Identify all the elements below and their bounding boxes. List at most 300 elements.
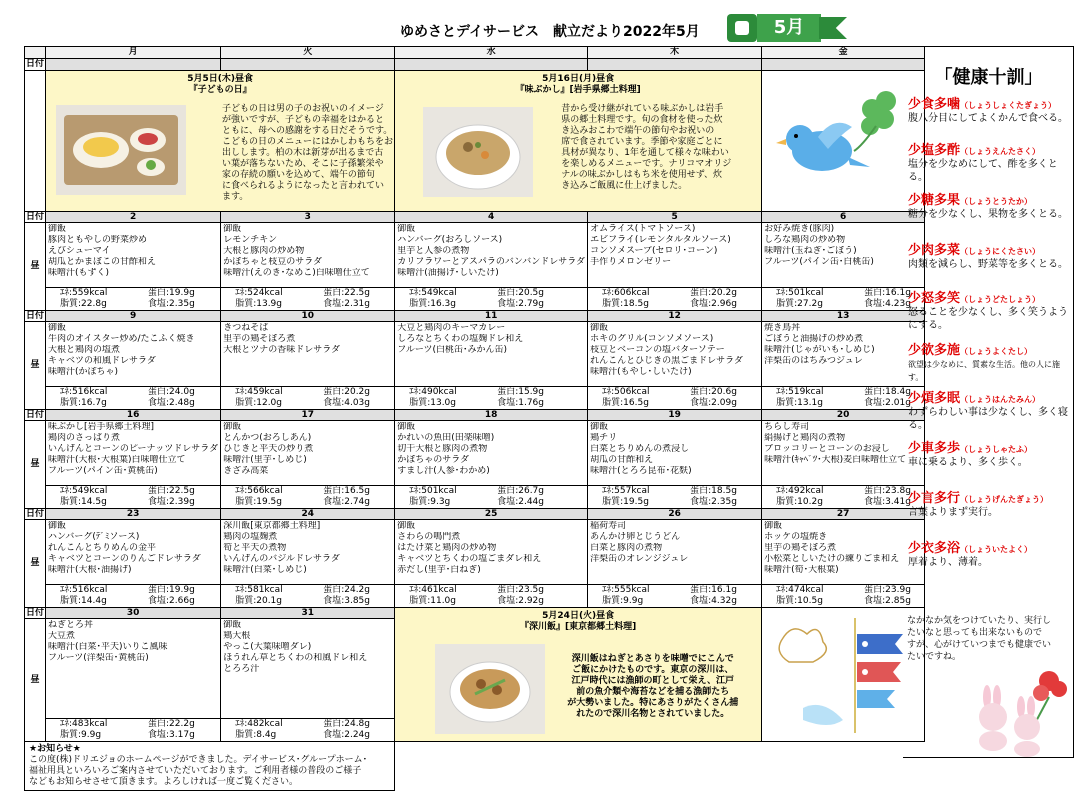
nutrition-line: [588, 486, 761, 497]
nutrition-line: [588, 585, 761, 596]
nutrition-line: [221, 288, 394, 299]
health-heading: [908, 287, 1072, 306]
menu-item: かれいの魚田(田楽味噌): [397, 433, 495, 443]
menu-item: ブロッコリーとコーンのお浸し: [764, 444, 890, 454]
special-miso-title: 5月16日(月)昼食: [542, 74, 615, 84]
day-number: 31: [221, 608, 395, 619]
health-item: [908, 387, 1072, 432]
nutrition-line: [221, 719, 394, 730]
day-nutrition: [588, 486, 762, 509]
special-line: 前の魚介類や海苔などを捕る漁師たち: [576, 687, 730, 697]
day-number: 5: [588, 212, 762, 223]
fat-value: 脂質:13.0g: [409, 398, 456, 408]
special-line: ナルの味ぶかしはもち米を使用せず、炊: [561, 170, 723, 180]
menu-item: れんこんとひじきの黒ごまドレサラダ: [590, 356, 744, 366]
day-number: 2: [46, 212, 221, 223]
special-fukagawa-title: 5月24日(火)昼食: [542, 611, 615, 621]
menu-item: ちらし寿司: [764, 422, 810, 432]
fat-value: 脂質:14.5g: [60, 497, 107, 507]
menu-item: 大根と鶏肉の塩煮: [48, 345, 121, 355]
menu-item: 味噌汁(もずく): [48, 268, 110, 278]
menu-item: すまし汁(人参･わかめ): [397, 466, 490, 476]
ribbon-right-icon: [819, 17, 847, 39]
date-label: 日付: [25, 509, 44, 519]
salt-value: 食塩:2.35g: [148, 299, 195, 309]
protein-value: 蛋白:20.2g: [690, 288, 737, 298]
menu-item: えびシューマイ: [48, 246, 111, 256]
nutrition-line: [762, 497, 924, 508]
day-nutrition: [762, 585, 925, 608]
menu-item: きざみ高菜: [223, 466, 269, 476]
nutrition-line: [588, 596, 761, 607]
day-number: 27: [762, 509, 925, 520]
menu-item: コンソメスープ(セロリ･コーン): [590, 246, 718, 256]
fat-value: 脂質:19.5g: [235, 497, 282, 507]
special-line: こどもの日のメニューにはかしわもちをお: [222, 137, 394, 147]
health-description: 厚着より、薄着。: [908, 557, 988, 568]
menu-item: キャベツの和風ドレサラダ: [48, 356, 156, 366]
health-description: 腹八分目にしてよくかんで食べる。: [908, 113, 1068, 124]
nutrition-line: [221, 730, 394, 741]
weekday-wed: 水: [395, 47, 588, 59]
nutrition-line: [762, 596, 924, 607]
menu-item: 御飯: [590, 422, 609, 432]
protein-value: 蛋白:16.1g: [864, 288, 911, 298]
nutrition-line: [762, 299, 924, 310]
day-nutrition: [221, 288, 395, 311]
protein-value: 蛋白:19.9g: [148, 585, 195, 595]
energy-value: ｴﾈ:606kcal: [602, 288, 650, 298]
nutrition-line: [221, 585, 394, 596]
special-line: き込みご飯風に仕上げました。: [561, 181, 688, 191]
day-nutrition: [588, 585, 762, 608]
menu-item: 赤だし(里芋･白ねぎ): [397, 565, 481, 575]
salt-value: 食塩:2.09g: [690, 398, 737, 408]
health-item: [908, 239, 1072, 271]
day-menu: [762, 322, 925, 387]
special-fukagawa-text: [567, 654, 738, 720]
fat-value: 脂質:22.8g: [60, 299, 107, 309]
salt-value: 食塩:2.35g: [690, 497, 737, 507]
nutrition-line: [46, 585, 220, 596]
menu-item: 里芋と人参の煮物: [397, 246, 470, 256]
health-description: 怒ることを少なくし、多く笑うようにする。: [908, 307, 1068, 331]
menu-item: 御飯: [397, 521, 416, 531]
menu-item: 大根と豚肉の炒め物: [223, 246, 305, 256]
special-line: が強いですが、子どもの幸福をはかると: [222, 115, 385, 125]
bottom-row: [25, 742, 925, 791]
fat-value: 脂質:16.5g: [602, 398, 649, 408]
special-miso-text: [561, 104, 731, 192]
special-line: ご飯にかけたものです。東京の深川は、: [572, 665, 734, 675]
protein-value: 蛋白:18.4g: [864, 387, 911, 397]
salt-value: 食塩:2.74g: [323, 497, 370, 507]
day-menu: [46, 223, 221, 288]
fat-value: 脂質:13.1g: [776, 398, 823, 408]
menu-item: やっこ(大葉味噌ダレ): [223, 642, 312, 652]
menu-item: 牛肉のオイスター炒め/たこふく焼き: [48, 334, 195, 344]
menu-item: 絹揚げと鶏肉の煮物: [764, 433, 846, 443]
menu-item: 切干大根と豚肉の煮物: [397, 444, 488, 454]
energy-value: ｴﾈ:459kcal: [235, 387, 283, 397]
health-panel: [903, 46, 1074, 758]
nutrition-row: [25, 486, 925, 509]
nutrition-line: [221, 387, 394, 398]
protein-value: 蛋白:22.5g: [148, 486, 195, 496]
health-item: [908, 437, 1072, 469]
health-reading: （しょうしょくたぎょう）: [960, 101, 1057, 110]
energy-value: ｴﾈ:549kcal: [60, 486, 108, 496]
nutrition-line: [762, 398, 924, 409]
protein-value: 蛋白:22.5g: [323, 288, 370, 298]
menu-item: 味噌汁(大根･油揚げ): [48, 565, 132, 575]
day-nutrition: [395, 585, 588, 608]
protein-value: 蛋白:23.9g: [864, 585, 911, 595]
menu-item: 小松菜としいたけの練りごま和え: [764, 554, 900, 564]
health-reading: （しょうどたしょう）: [960, 295, 1041, 304]
health-reading: （しょうとうたか）: [960, 197, 1033, 206]
bird-clover-icon: [762, 71, 922, 207]
energy-value: ｴﾈ:492kcal: [776, 486, 824, 496]
day-menu: [221, 322, 395, 387]
energy-value: ｴﾈ:557kcal: [602, 486, 650, 496]
day-number: 18: [395, 410, 588, 421]
menu-item: 御飯: [397, 422, 416, 432]
fat-value: 脂質:9.3g: [409, 497, 451, 507]
menu-item: いんげんとコーンのピーナッツドレサラダ: [48, 444, 219, 454]
health-reading: （しょうしゃたふ）: [960, 445, 1033, 454]
salt-value: 食塩:2.44g: [497, 497, 544, 507]
fat-value: 脂質:19.5g: [602, 497, 649, 507]
health-description: 言葉よりまず実行。: [908, 507, 998, 518]
nutrition-line: [762, 486, 924, 497]
day-nutrition: [46, 585, 221, 608]
nutrition-line: [588, 387, 761, 398]
corner-cell: [25, 47, 46, 59]
day-nutrition: [221, 486, 395, 509]
day-number: 3: [221, 212, 395, 223]
menu-item: 白菜と豚肉の煮物: [590, 543, 663, 553]
energy-value: ｴﾈ:581kcal: [235, 585, 283, 595]
special-line: き込みおこわで端午の節句やお祝いの: [561, 126, 715, 136]
protein-value: 蛋白:24.8g: [323, 719, 370, 729]
menu-item: 味噌汁(白菜･平天)いりこ風味: [48, 642, 168, 652]
notice-line: この度(株)ドリエジョのホームページができました。デイサービス･グループホーム･: [29, 755, 368, 765]
health-heading-text: 少食多噛: [908, 97, 961, 112]
day-menu: [221, 520, 395, 585]
day-menu: [762, 520, 925, 585]
menu-item: 御飯: [48, 224, 67, 234]
menu-item: 洋梨缶のオレンジジュレ: [590, 554, 689, 564]
menu-item: 御飯: [223, 422, 242, 432]
health-reading: （しょういたよく）: [960, 545, 1033, 554]
day-number: 13: [762, 311, 925, 322]
protein-value: 蛋白:16.1g: [690, 585, 737, 595]
menu-item: ごぼうと油揚げの炒め煮: [764, 334, 864, 344]
energy-value: ｴﾈ:483kcal: [60, 719, 108, 729]
protein-value: 蛋白:24.0g: [148, 387, 195, 397]
menu-item: 洋梨缶のはちみつジュレ: [764, 356, 863, 366]
kodomo-meal-photo: [56, 105, 186, 195]
month-badge: [727, 14, 847, 42]
nutrition-row: [25, 288, 925, 311]
notice-title: ★お知らせ★: [29, 744, 81, 754]
nutrition-row: [25, 585, 925, 608]
notice-line: 福祉用具といろいろご案内させていただいております。ご利用者様の普段のご様子: [29, 766, 362, 776]
energy-value: ｴﾈ:501kcal: [409, 486, 457, 496]
special-row-top: [25, 71, 925, 212]
menu-item: 大豆煮: [48, 631, 76, 641]
salt-value: 食塩:2.79g: [497, 299, 544, 309]
nutrition-line: [46, 719, 220, 730]
menu-item: あんかけ卵とじうどん: [590, 532, 681, 542]
protein-value: 蛋白:26.7g: [497, 486, 544, 496]
health-description: 糖分を少なくし、果物を多くとる。: [908, 209, 1068, 220]
day-number: 24: [221, 509, 395, 520]
nutrition-line: [588, 398, 761, 409]
salt-value: 食塩:2.39g: [148, 497, 195, 507]
nutrition-line: [588, 299, 761, 310]
salt-value: 食塩:4.32g: [690, 596, 737, 606]
date-row: [25, 509, 925, 520]
salt-value: 食塩:2.85g: [864, 596, 911, 606]
menu-item: さわらの鳴門煮: [397, 532, 461, 542]
protein-value: 蛋白:22.2g: [148, 719, 195, 729]
special-miso: [395, 71, 762, 212]
menu-row: [25, 520, 925, 585]
menu-item: 御飯: [223, 224, 242, 234]
menu-item: ほうれん草とちくわの和風ドレ和え: [223, 653, 368, 663]
day-menu: [395, 223, 588, 288]
energy-value: ｴﾈ:555kcal: [602, 585, 650, 595]
weekday-fri: 金: [762, 47, 925, 59]
health-footer-line: たいですね。: [907, 652, 962, 662]
protein-value: 蛋白:23.8g: [864, 486, 911, 496]
special-line: 江戸時代には漁師の町として栄え、江戸: [571, 676, 734, 686]
notice-text: [29, 755, 390, 788]
menu-item: 御飯: [764, 521, 783, 531]
health-heading: [908, 537, 1072, 556]
health-description: わずらわしい事は少なくし、多く寝る。: [908, 407, 1068, 431]
date-row: [25, 212, 925, 223]
nutrition-line: [46, 387, 220, 398]
energy-value: ｴﾈ:516kcal: [60, 585, 108, 595]
protein-value: 蛋白:23.5g: [497, 585, 544, 595]
health-reading: （しょうえんたさく）: [960, 147, 1041, 156]
day-menu: [46, 619, 221, 719]
menu-item: とんかつ(おろしあん): [223, 433, 312, 443]
nutrition-line: [395, 288, 587, 299]
lunch-label: 昼: [25, 520, 46, 608]
energy-value: ｴﾈ:506kcal: [602, 387, 650, 397]
date-row-week1: [25, 59, 925, 71]
health-item: [908, 487, 1072, 519]
fat-value: 脂質:12.0g: [235, 398, 282, 408]
menu-item: 手作りメロンゼリー: [590, 257, 672, 267]
nutrition-line: [46, 486, 220, 497]
day-nutrition: [221, 387, 395, 410]
menu-item: 味噌汁(とろろ昆布･花麩): [590, 466, 692, 476]
energy-value: ｴﾈ:549kcal: [409, 288, 457, 298]
day-menu: [46, 421, 221, 486]
day-menu: [395, 520, 588, 585]
menu-item: 大豆と鶏肉のキーマカレー: [397, 323, 506, 333]
special-line: い葉が落ちないため、そこに子孫繁栄や: [222, 159, 384, 169]
menu-item: ハンバーグ(おろしソース): [397, 235, 503, 245]
menu-item: エビフライ(レモンタルタルソース): [590, 235, 731, 245]
health-reading: （しょうよくたし）: [960, 347, 1033, 356]
menu-item: 筍と平天の煮物: [223, 543, 287, 553]
nutrition-line: [46, 596, 220, 607]
weekday-mon: 月: [46, 47, 221, 59]
health-heading-text: 少言多行: [908, 491, 961, 506]
protein-value: 蛋白:15.9g: [497, 387, 544, 397]
energy-value: ｴﾈ:474kcal: [776, 585, 824, 595]
notice-box: [25, 742, 395, 791]
day-menu: [588, 322, 762, 387]
menu-item: しろなとちくわの塩麹ドレ和え: [397, 334, 524, 344]
menu-item: 里芋の鶏そぼろ煮: [764, 543, 837, 553]
menu-item: 豚肉ともやしの野菜炒め: [48, 235, 148, 245]
menu-item: 御飯: [48, 323, 67, 333]
protein-value: 蛋白:16.5g: [323, 486, 370, 496]
nutrition-line: [46, 497, 220, 508]
nutrition-line: [395, 398, 587, 409]
nutrition-line: [221, 486, 394, 497]
health-description: 車に乗るより、多く歩く。: [908, 457, 1028, 468]
health-heading-text: 少煩多眠: [908, 391, 961, 406]
special-miso-subtitle: 『味ぶかし』[岩手県郷土料理]: [515, 85, 641, 95]
koinobori-icon: [763, 608, 923, 738]
day-nutrition: [46, 719, 221, 742]
nutrition-line: [46, 299, 220, 310]
menu-item: 味噌汁(白菜･しめじ): [223, 565, 307, 575]
special-kodomo-title: 5月5日(木)昼食: [187, 74, 253, 84]
health-heading: [908, 437, 1072, 456]
nutrition-line: [46, 730, 220, 741]
menu-item: 焼き鳥丼: [764, 323, 801, 333]
special-line: 具材が異なり、1年を通して様々な味わい: [561, 148, 729, 158]
menu-item: 稲荷寿司: [590, 521, 627, 531]
lunch-label: 昼: [25, 223, 46, 311]
health-description: 塩分を少なめにして、酢を多くとる。: [908, 159, 1058, 183]
date-row: [25, 410, 925, 421]
salt-value: 食塩:4.23g: [864, 299, 911, 309]
fat-value: 脂質:11.0g: [409, 596, 456, 606]
fat-value: 脂質:9.9g: [602, 596, 644, 606]
day-nutrition: [46, 288, 221, 311]
nutrition-line: [221, 497, 394, 508]
menu-item: かぼちゃのサラダ: [397, 455, 470, 465]
special-line: が大勢いました。特にあさりがたくさん捕: [567, 698, 739, 708]
health-heading: [908, 189, 1072, 208]
nutrition-line: [588, 497, 761, 508]
special-line: 深川飯はねぎとあさりを味噌でにこんで: [571, 654, 734, 664]
salt-value: 食塩:4.03g: [323, 398, 370, 408]
fat-value: 脂質:27.2g: [776, 299, 823, 309]
salt-value: 食塩:3.17g: [148, 730, 195, 740]
health-title: 「健康十訓」: [934, 67, 1043, 88]
special-line: ます。: [222, 192, 249, 202]
health-footer-line: すが、心がけていつまでも健康でい: [907, 640, 1052, 650]
menu-item: しろな鶏肉の炒め物: [764, 235, 846, 245]
lunch-label: 昼: [25, 421, 46, 509]
health-heading-text: 少糖多果: [908, 193, 961, 208]
menu-item: 味噌汁(大根･大根葉)白味噌仕立て: [48, 455, 186, 465]
day-nutrition: [588, 288, 762, 311]
nutrition-line: [46, 398, 220, 409]
health-reading: （しょうはんたみん）: [960, 395, 1041, 404]
salt-value: 食塩:2.66g: [148, 596, 195, 606]
health-item: [908, 537, 1072, 569]
menu-item: 御飯: [397, 224, 416, 234]
energy-value: ｴﾈ:461kcal: [409, 585, 457, 595]
menu-item: 味噌汁(玉ねぎ･ごぼう): [764, 246, 857, 256]
fukagawa-photo: [435, 644, 545, 734]
menu-item: ホキのグリル(コンソメソース): [590, 334, 714, 344]
day-nutrition: [395, 288, 588, 311]
day-nutrition: [395, 486, 588, 509]
menu-item: 鶏肉のさっぱり煮: [48, 433, 121, 443]
salt-value: 食塩:2.96g: [690, 299, 737, 309]
health-item: [908, 287, 1072, 332]
menu-item: ねぎとろ丼: [48, 620, 94, 630]
nutrition-line: [395, 486, 587, 497]
protein-value: 蛋白:19.9g: [148, 288, 195, 298]
day-nutrition: [762, 387, 925, 410]
menu-item: フルーツ(パイン缶･黄桃缶): [48, 466, 158, 476]
menu-item: 深川飯[東京都郷土料理]: [223, 521, 321, 531]
fat-value: 脂質:8.4g: [235, 730, 277, 740]
fat-value: 脂質:10.5g: [776, 596, 823, 606]
menu-item: カリフラワーとアスパラのバンバンドレサラダ: [397, 257, 586, 267]
nutrition-line: [588, 288, 761, 299]
health-footer-line: たいなと思っても出来ないもので: [907, 628, 1043, 638]
special-line: 子どもの日は男の子のお祝いのイメージ: [222, 104, 384, 114]
menu-item: 味噌汁(油揚げ･しいたけ): [397, 268, 499, 278]
ribbon-left-icon: [727, 14, 757, 42]
day-nutrition: [46, 486, 221, 509]
special-kodomo-subtitle: 『子どもの日』: [188, 85, 252, 95]
salt-value: 食塩:3.85g: [323, 596, 370, 606]
special-line: に食べられるようになったと言われてい: [222, 181, 385, 191]
nutrition-line: [762, 387, 924, 398]
salt-value: 食塩:2.92g: [497, 596, 544, 606]
ajibukashi-photo: [423, 107, 533, 197]
energy-value: ｴﾈ:516kcal: [60, 387, 108, 397]
health-heading-text: 少肉多菜: [908, 243, 961, 258]
day-number: 11: [395, 311, 588, 322]
menu-item: 味噌汁(筍･大根葉): [764, 565, 839, 575]
energy-value: ｴﾈ:524kcal: [235, 288, 283, 298]
menu-item: フルーツ(パイン缶･白桃缶): [764, 257, 874, 267]
menu-item: 白菜とちりめんの煮浸し: [590, 444, 690, 454]
day-number: 30: [46, 608, 221, 619]
menu-item: 大根とツナの香味ドレサラダ: [223, 345, 341, 355]
salt-value: 食塩:2.48g: [148, 398, 195, 408]
menu-item: レモンチキン: [223, 235, 278, 245]
day-number: 23: [46, 509, 221, 520]
menu-row: [25, 421, 925, 486]
day-number: 20: [762, 410, 925, 421]
fat-value: 脂質:10.2g: [776, 497, 823, 507]
health-heading: [908, 387, 1072, 406]
special-line: 席で食されています。季節や家庭ごとに: [561, 137, 723, 147]
menu-item: 里芋の鶏そぼろ煮: [223, 334, 296, 344]
health-item: [908, 339, 1072, 384]
day-nutrition: [762, 486, 925, 509]
menu-item: とろろ汁: [223, 664, 260, 674]
